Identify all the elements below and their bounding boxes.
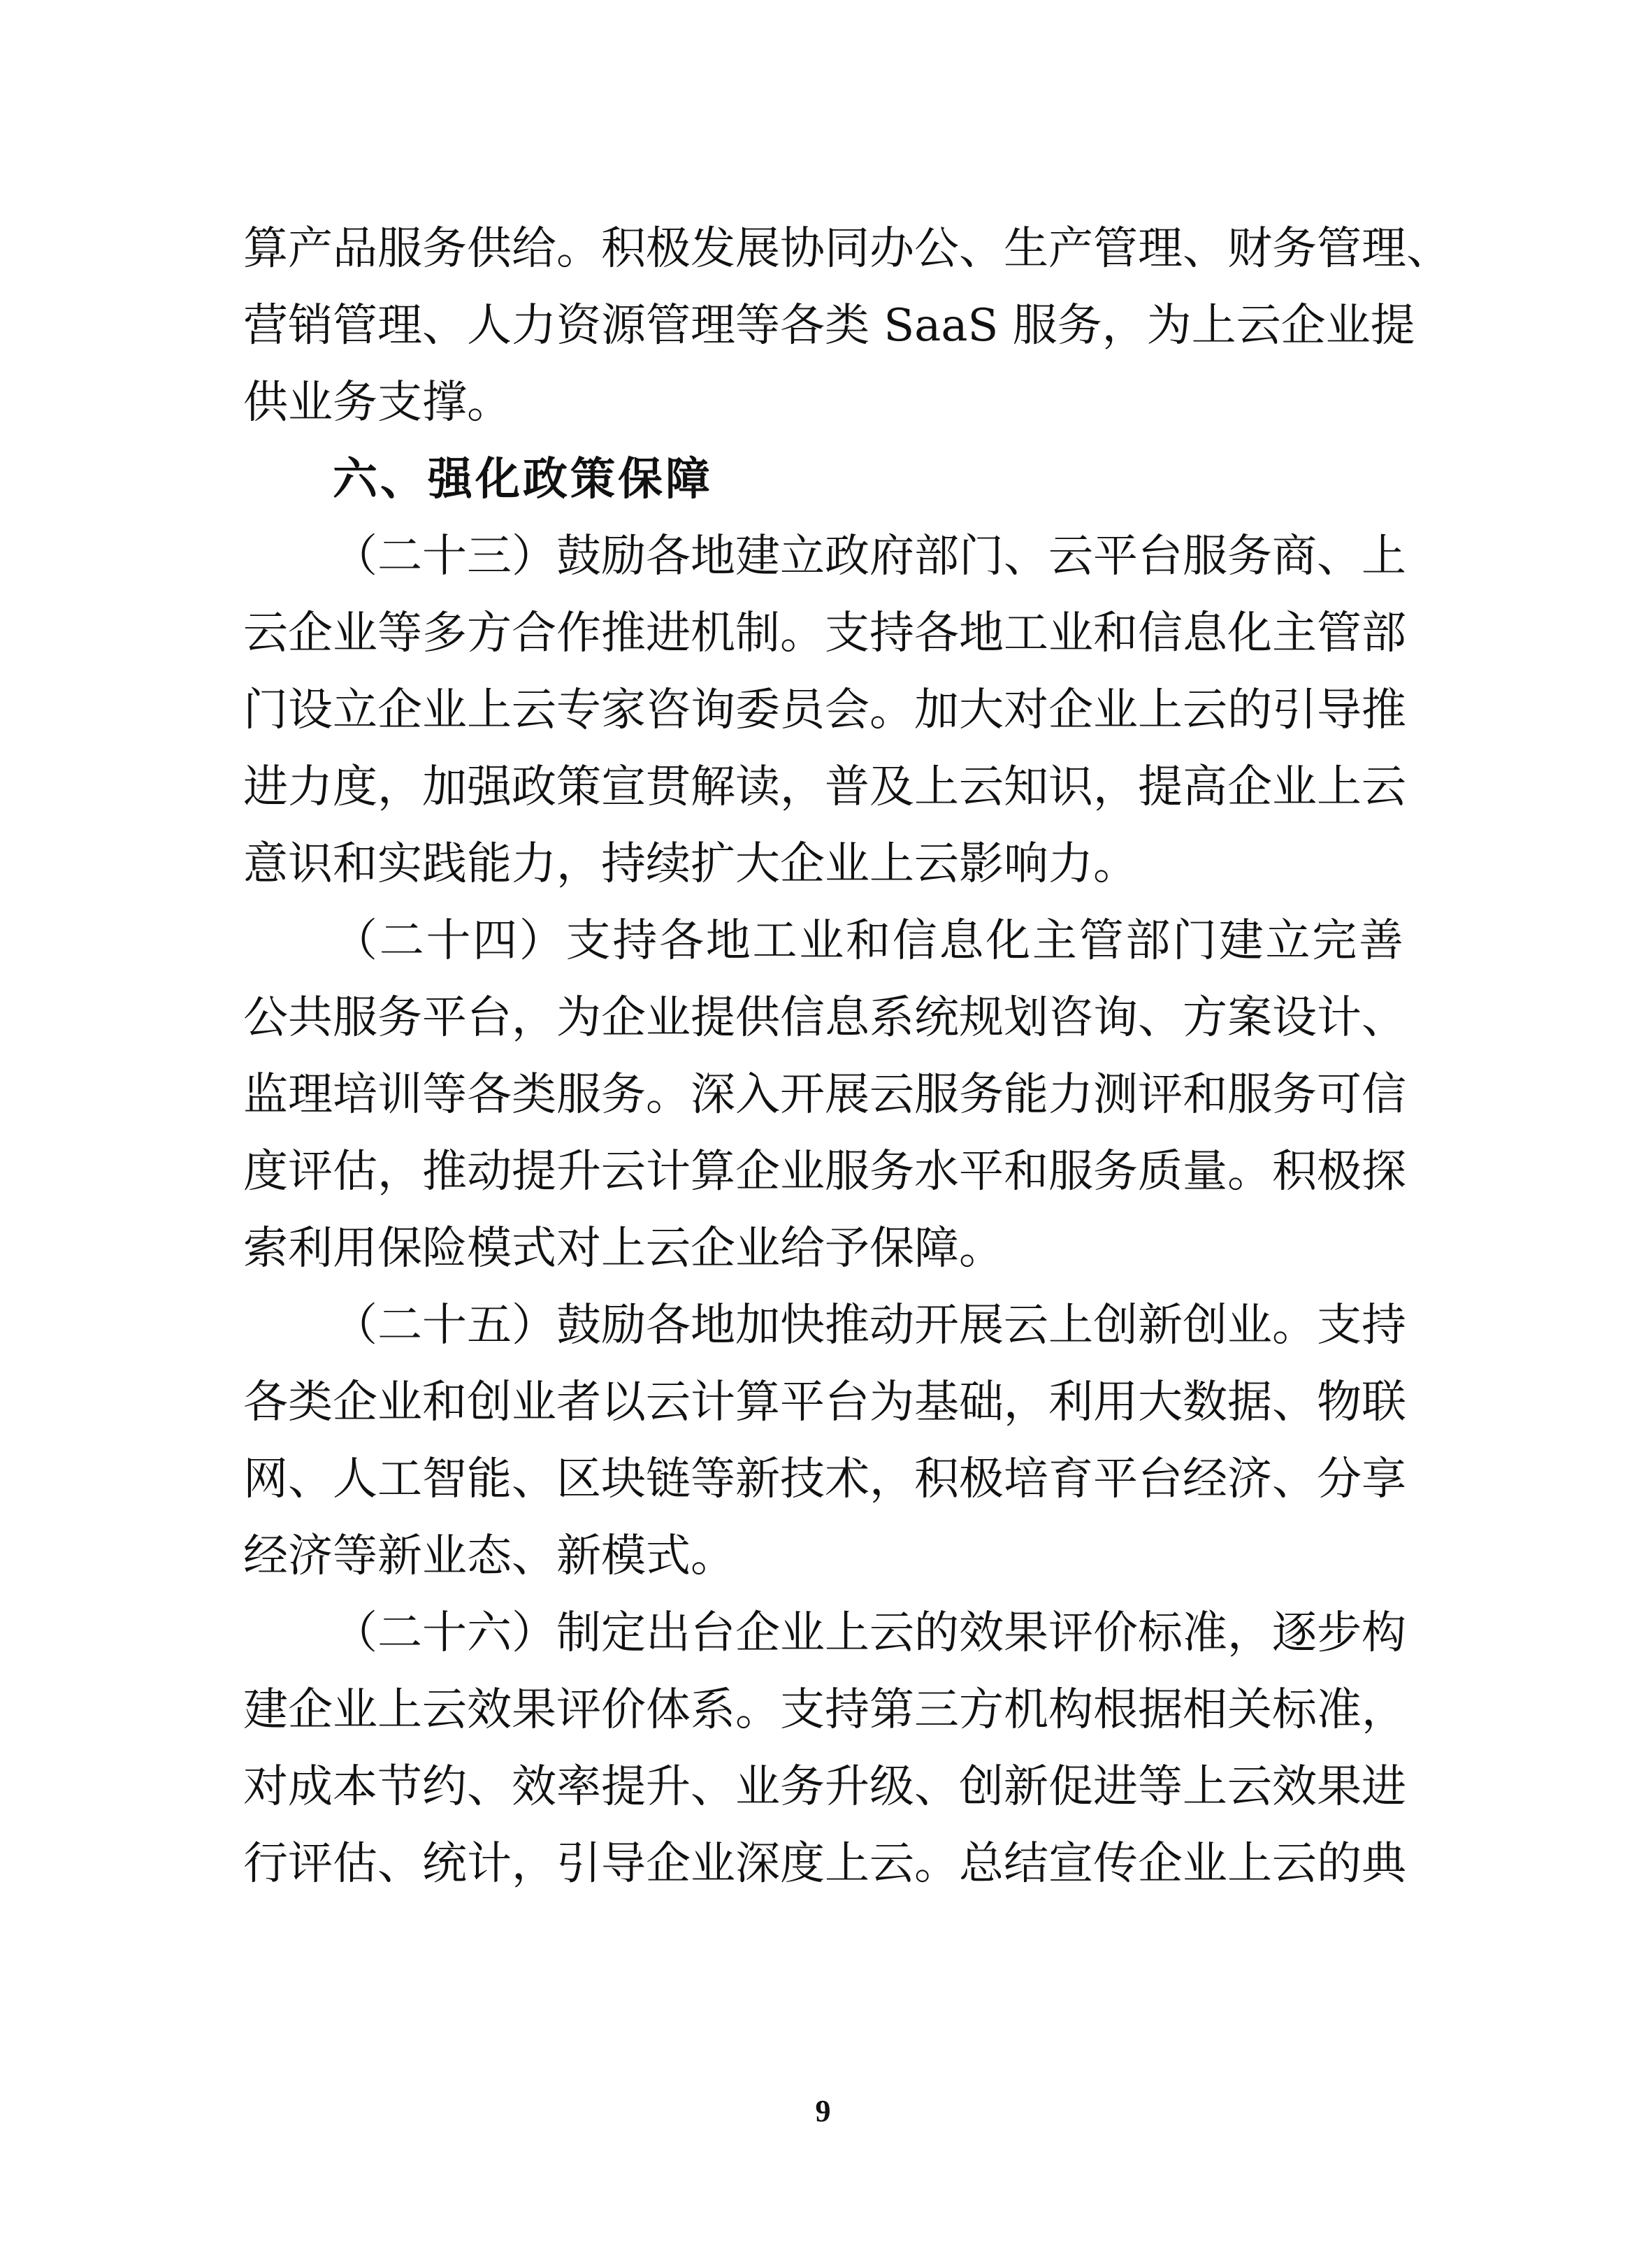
page-number: 9 [815, 2094, 831, 2128]
body-text-line: 网、人工智能、区块链等新技术，积极培育平台经济、分享 [243, 1454, 1406, 1505]
body-text-line: 监理培训等各类服务。深入开展云服务能力测评和服务可信 [243, 1069, 1406, 1121]
paragraph-start-line: （二十五）鼓励各地加快推动开展云上创新创业。支持 [333, 1300, 1406, 1351]
body-text-line: 经济等新业态、新模式。 [243, 1530, 735, 1582]
section-heading: 六、强化政策保障 [333, 454, 713, 505]
body-text-line: 索利用保险模式对上云企业给予保障。 [243, 1223, 1004, 1275]
body-text-line: 公共服务平台，为企业提供信息系统规划咨询、方案设计、 [243, 992, 1406, 1044]
body-text-line: 进力度，加强政策宣贯解读，普及上云知识，提高企业上云 [243, 761, 1406, 813]
paragraph-start-line: （二十四）支持各地工业和信息化主管部门建立完善 [333, 915, 1403, 967]
body-text-line: 门设立企业上云专家咨询委员会。加大对企业上云的引导推 [243, 684, 1406, 736]
body-text-line: 建企业上云效果评价体系。支持第三方机构根据相关标准， [243, 1684, 1406, 1736]
paragraph-start-line: （二十六）制定出台企业上云的效果评价标准，逐步构 [333, 1607, 1406, 1659]
body-text-line: 度评估，推动提升云计算企业服务水平和服务质量。积极探 [243, 1146, 1406, 1198]
body-text-line: 各类企业和创业者以云计算平台为基础，利用大数据、物联 [243, 1377, 1406, 1428]
body-text-line: 意识和实践能力，持续扩大企业上云影响力。 [243, 838, 1138, 890]
body-text-line: 营销管理、人力资源管理等各类 SaaS 服务，为上云企业提 [243, 300, 1415, 352]
body-text-line: 行评估、统计，引导企业深度上云。总结宣传企业上云的典 [243, 1838, 1406, 1890]
body-text-line: 对成本节约、效率提升、业务升级、创新促进等上云效果进 [243, 1761, 1406, 1813]
body-text-line: 供业务支撑。 [243, 377, 512, 429]
body-text-line: 云企业等多方合作推进机制。支持各地工业和信息化主管部 [243, 608, 1406, 659]
paragraph-start-line: （二十三）鼓励各地建立政府部门、云平台服务商、上 [333, 531, 1406, 582]
body-text-line: 算产品服务供给。积极发展协同办公、生产管理、财务管理、 [243, 223, 1451, 275]
